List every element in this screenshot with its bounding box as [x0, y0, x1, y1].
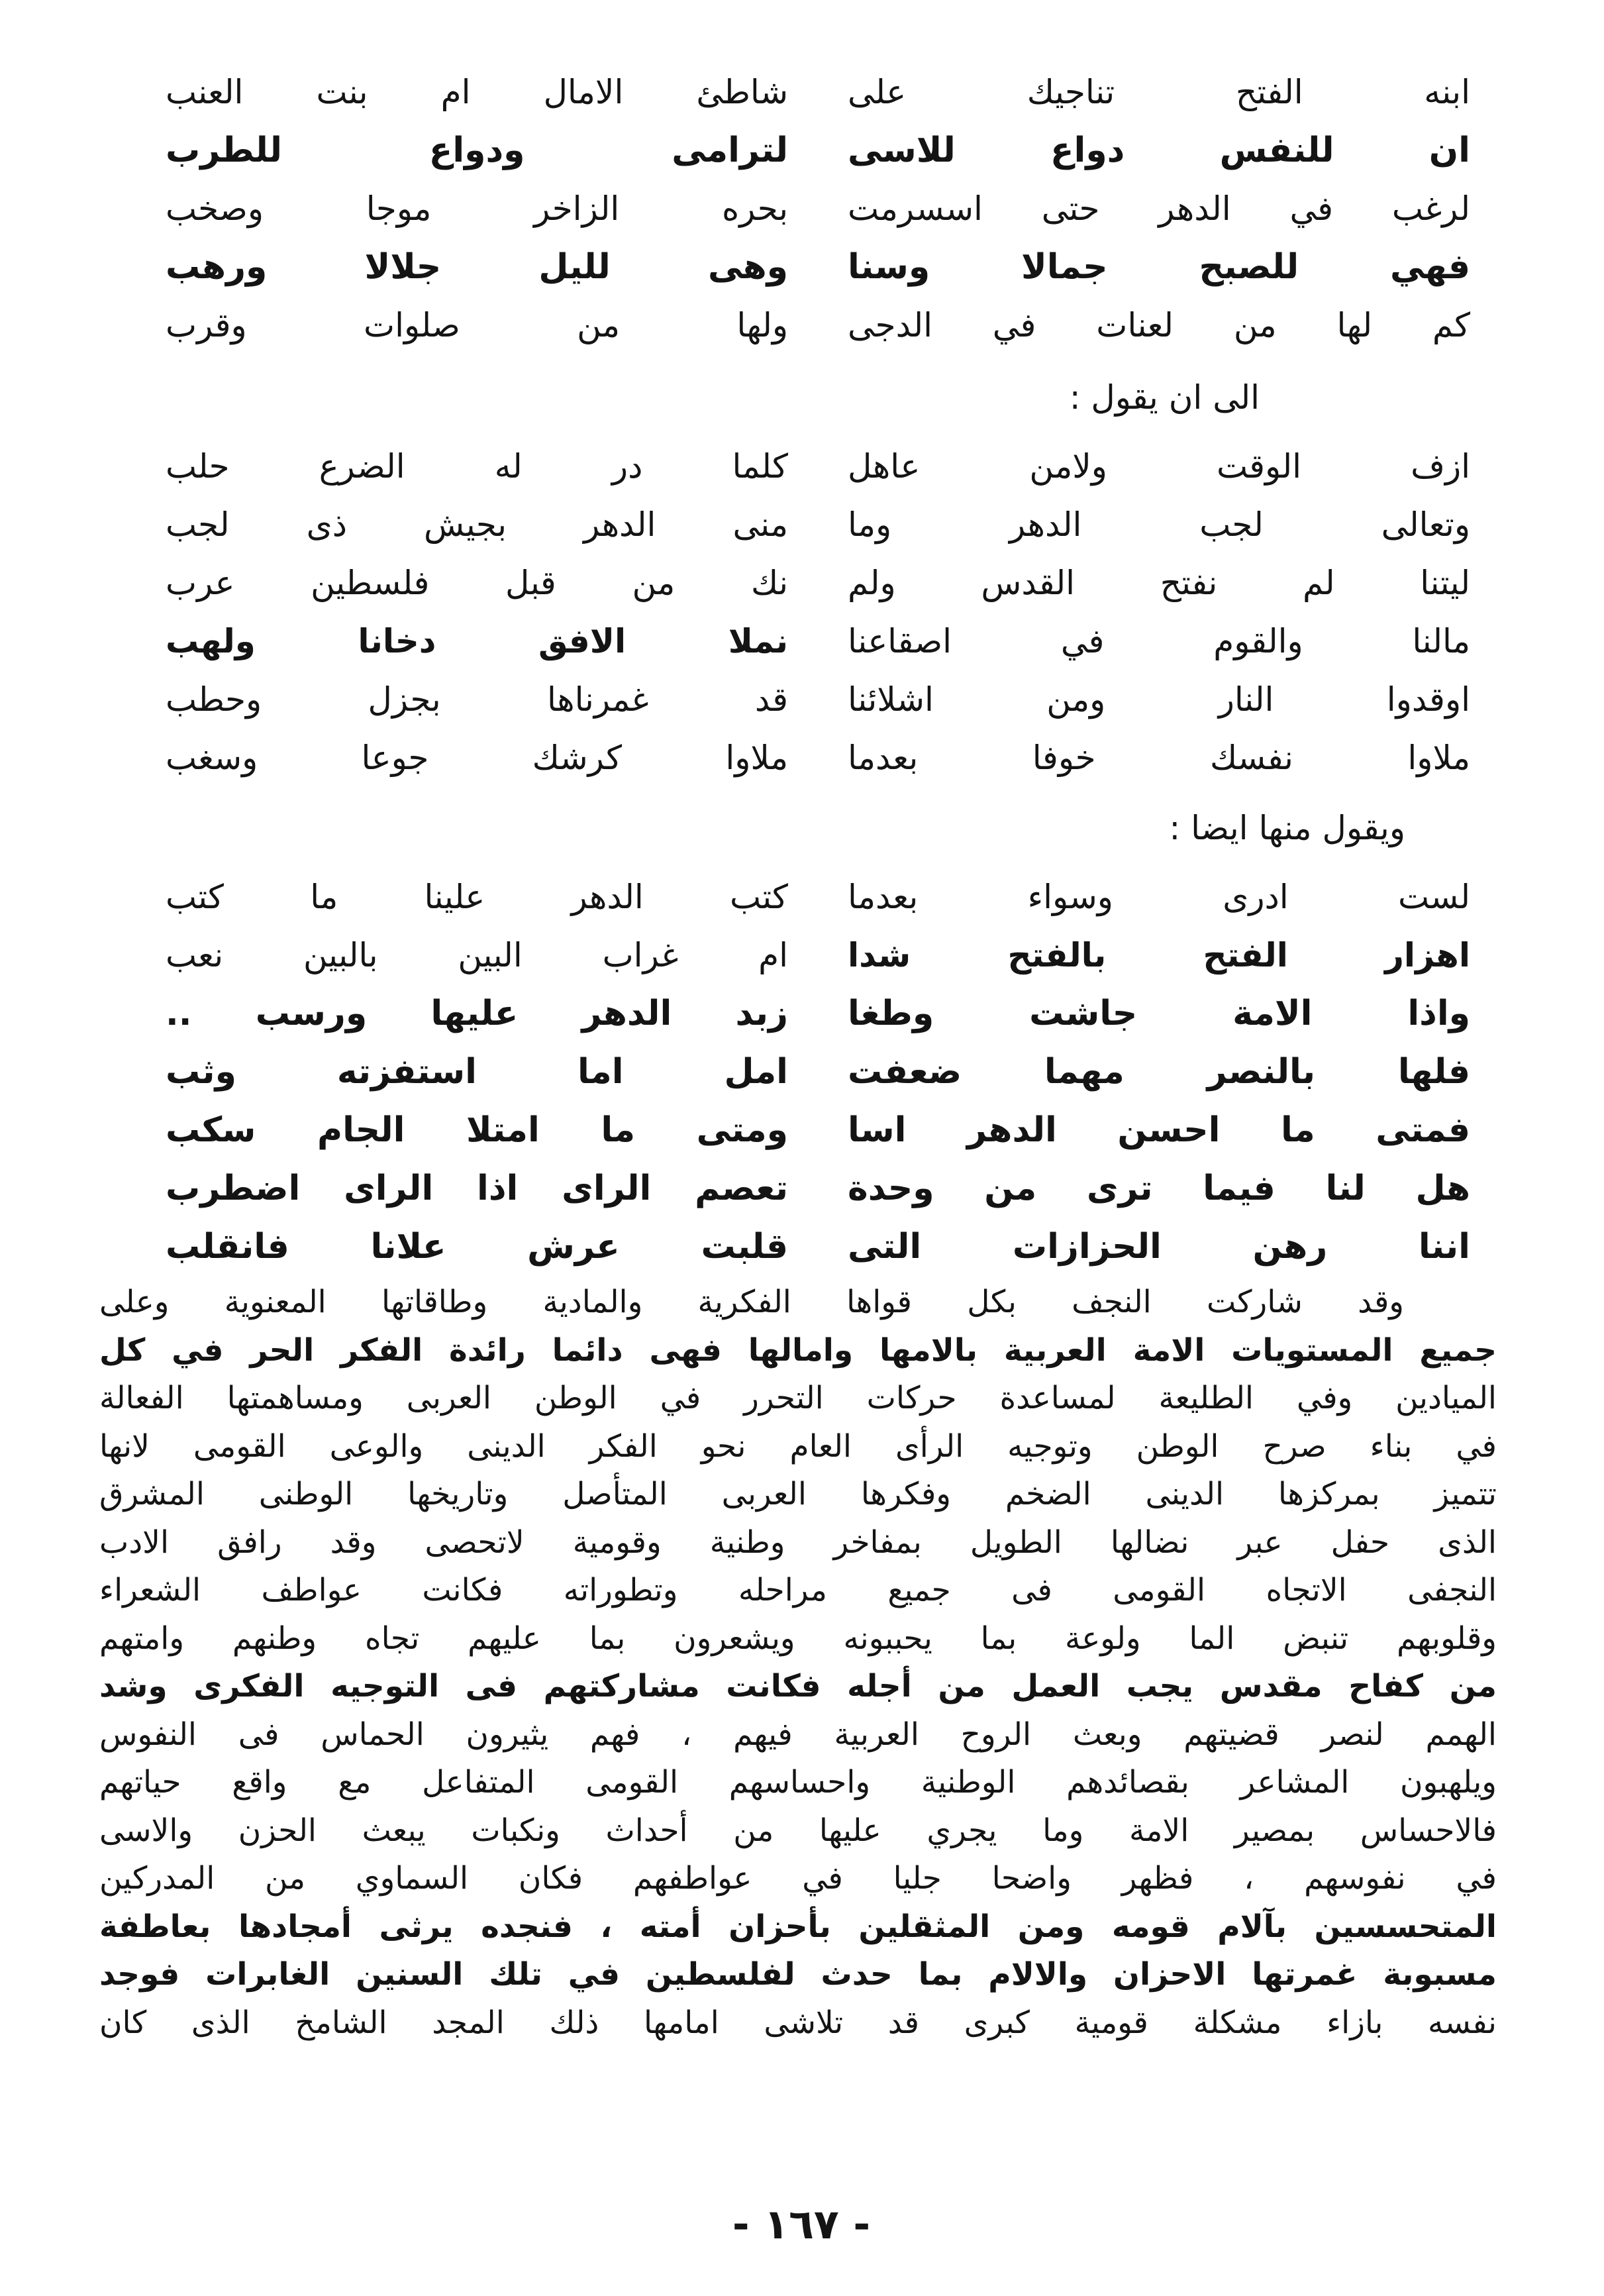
poem-verse	[159, 612, 1477, 670]
verse-second-hemistich: بحره الزاخر موجا وصخب	[166, 189, 788, 228]
verse-second-hemistich: ولها من صلوات وقرب	[166, 306, 788, 344]
verse-first-hemistich: فمتى ما احسن الدهر اسا	[848, 1110, 1470, 1150]
poem-stanza-3	[159, 868, 1477, 1276]
prose-line: تتميز بمركزها الدينى الضخم وفكرها العربى المتأصل وتاريخها الوطنى المشرق	[99, 1476, 1497, 1512]
verse-first-hemistich: كم لها من لعنات في الدجى	[848, 306, 1470, 344]
verse-first-hemistich: وتعالى لجب الدهر وما	[848, 505, 1470, 544]
poem-verse	[159, 63, 1477, 121]
verse-first-hemistich: اهزار الفتح بالفتح شدا	[848, 936, 1470, 974]
prose-line: فالاحساس بمصير الامة وما يجري عليها من أحداث ونكبات يبعث الحزن والاسى	[99, 1812, 1497, 1849]
verse-first-hemistich: هل لنا فيما ترى من وحدة	[848, 1169, 1470, 1208]
verse-first-hemistich: اوقدوا النار ومن اشلائنا	[848, 680, 1470, 719]
verse-first-hemistich: ليتنا لم نفتح القدس ولم	[848, 564, 1470, 602]
poem-verse	[159, 868, 1477, 926]
poem-verse	[159, 1101, 1477, 1159]
poem-verse	[159, 1159, 1477, 1218]
page-number: - ١٦٧ -	[732, 2200, 871, 2248]
poem-stanza-1	[159, 63, 1477, 354]
verse-second-hemistich: شاطئ الامال ام بنت العنب	[166, 73, 788, 111]
verse-first-hemistich: واذا الامة جاشت وطغا	[848, 994, 1470, 1033]
verse-first-hemistich: لرغب في الدهر حتى اسسرمت	[848, 189, 1470, 228]
poem-verse	[159, 180, 1477, 238]
verse-first-hemistich: مالنا والقوم في اصقاعنا	[848, 622, 1470, 660]
poem-verse	[159, 984, 1477, 1043]
verse-first-hemistich: ملاوا نفسك خوفا بعدما	[848, 739, 1470, 777]
poem-verse	[159, 238, 1477, 296]
poem-verse	[159, 1043, 1477, 1101]
poem-verse	[159, 437, 1477, 496]
prose-line: في بناء صرح الوطن وتوجيه الرأى العام نحو الفكر الدينى والوعى القومى لانها	[99, 1428, 1497, 1465]
poem-verse	[159, 670, 1477, 729]
verse-first-hemistich: لست ادرى وسواء بعدما	[848, 878, 1470, 916]
prose-line: الميادين وفي الطليعة لمساعدة حركات التحرر في الوطن العربى ومساهمتها الفعالة	[99, 1380, 1497, 1416]
verse-second-hemistich: كلما در له الضرع حلب	[166, 447, 788, 486]
prose-line: من كفاح مقدس يجب العمل من أجله فكانت مشاركتهم فى التوجيه الفكرى وشد	[99, 1668, 1497, 1704]
verse-second-hemistich: ومتى ما امتلا الجام سكب	[166, 1110, 788, 1150]
prose-line: الهمم لنصر قضيتهم وبعث الروح العربية فيهم ، فهم يثيرون الحماس فى النفوس	[99, 1716, 1497, 1753]
prose-line: الذى حفل عبر نضالها الطويل بمفاخر وطنية وقومية لاتحصى وقد رافق الادب	[99, 1524, 1497, 1561]
poem-verse	[159, 496, 1477, 554]
poem-transition-2: ويقول منها ايضا :	[1169, 809, 1405, 847]
poem-verse	[159, 296, 1477, 354]
verse-first-hemistich: ابنه الفتح تناجيك على	[848, 73, 1470, 111]
poem-verse	[159, 926, 1477, 984]
verse-first-hemistich: فهي للصبح جمالا وسنا	[848, 247, 1470, 287]
verse-second-hemistich: كتب الدهر علينا ما كتب	[166, 878, 788, 916]
verse-second-hemistich: لترامى ودواع للطرب	[166, 130, 788, 170]
verse-second-hemistich: قلبت عرش علانا فانقلب	[166, 1227, 788, 1267]
verse-second-hemistich: ملاوا كرشك جوعا وسغب	[166, 739, 788, 777]
verse-second-hemistich: تعصم الراى اذا الراى اضطرب	[166, 1169, 788, 1208]
poem-verse	[159, 121, 1477, 180]
verse-second-hemistich: زبد الدهر عليها ورسب ..	[166, 994, 788, 1033]
poem-verse	[159, 554, 1477, 612]
verse-first-hemistich: ان للنفس دواع للاسى	[848, 130, 1470, 170]
prose-line: ويلهبون المشاعر بقصائدهم الوطنية واحساسهم القومى المتفاعل مع واقع حياتهم	[99, 1764, 1497, 1800]
verse-second-hemistich: منى الدهر بجيش ذى لجب	[166, 505, 788, 544]
prose-line: المتحسسين بآلام قومه ومن المثقلين بأحزان أمته ، فنجده يرثى أمجادها بعاطفة	[99, 1908, 1497, 1945]
verse-second-hemistich: نك من قبل فلسطين عرب	[166, 564, 788, 602]
poem-verse	[159, 1218, 1477, 1276]
poem-verse	[159, 729, 1477, 787]
verse-first-hemistich: اننا رهن الحزازات التى	[848, 1227, 1470, 1267]
prose-line: نفسه بازاء مشكلة قومية كبرى قد تلاشى امامها ذلك المجد الشامخ الذى كان	[99, 2004, 1497, 2041]
prose-line: وقلوبهم تنبض الما ولوعة بما يحببونه ويشعرون بما عليهم تجاه وطنهم وامتهم	[99, 1620, 1497, 1657]
prose-line: النجفى الاتجاه القومى فى جميع مراحله وتطوراته فكانت عواطف الشعراء	[99, 1572, 1497, 1608]
poem-transition-1: الى ان يقول :	[1069, 378, 1260, 417]
prose-line: في نفوسهم ، فظهر واضحا جليا في عواطفهم فكان السماوي من المدركين	[99, 1860, 1497, 1897]
verse-second-hemistich: قد غمرناها بجزل وحطب	[166, 680, 788, 719]
prose-line: مسبوبة غمرتها الاحزان والالام بما حدث لفلسطين في تلك السنين الغابرات فوجد	[99, 1956, 1497, 1993]
poem-stanza-2	[159, 437, 1477, 787]
prose-line: جميع المستويات الامة العربية بالامها وامالها فهى دائما رائدة الفكر الحر في كل	[99, 1331, 1497, 1369]
prose-line: وقد شاركت النجف بكل قواها الفكرية والمادية وطاقاتها المعنوية وعلى	[99, 1284, 1404, 1320]
verse-first-hemistich: ازف الوقت ولامن عاهل	[848, 447, 1470, 486]
verse-first-hemistich: فلها بالنصر مهما ضعفت	[848, 1052, 1470, 1092]
verse-second-hemistich: نملا الافق دخانا ولهب	[166, 622, 788, 660]
verse-second-hemistich: ام غراب البين بالبين نعب	[166, 936, 788, 974]
verse-second-hemistich: امل اما استفزته وثب	[166, 1052, 788, 1092]
prose-paragraph	[99, 1278, 1497, 2047]
verse-second-hemistich: وهى لليل جلالا ورهب	[166, 247, 788, 287]
